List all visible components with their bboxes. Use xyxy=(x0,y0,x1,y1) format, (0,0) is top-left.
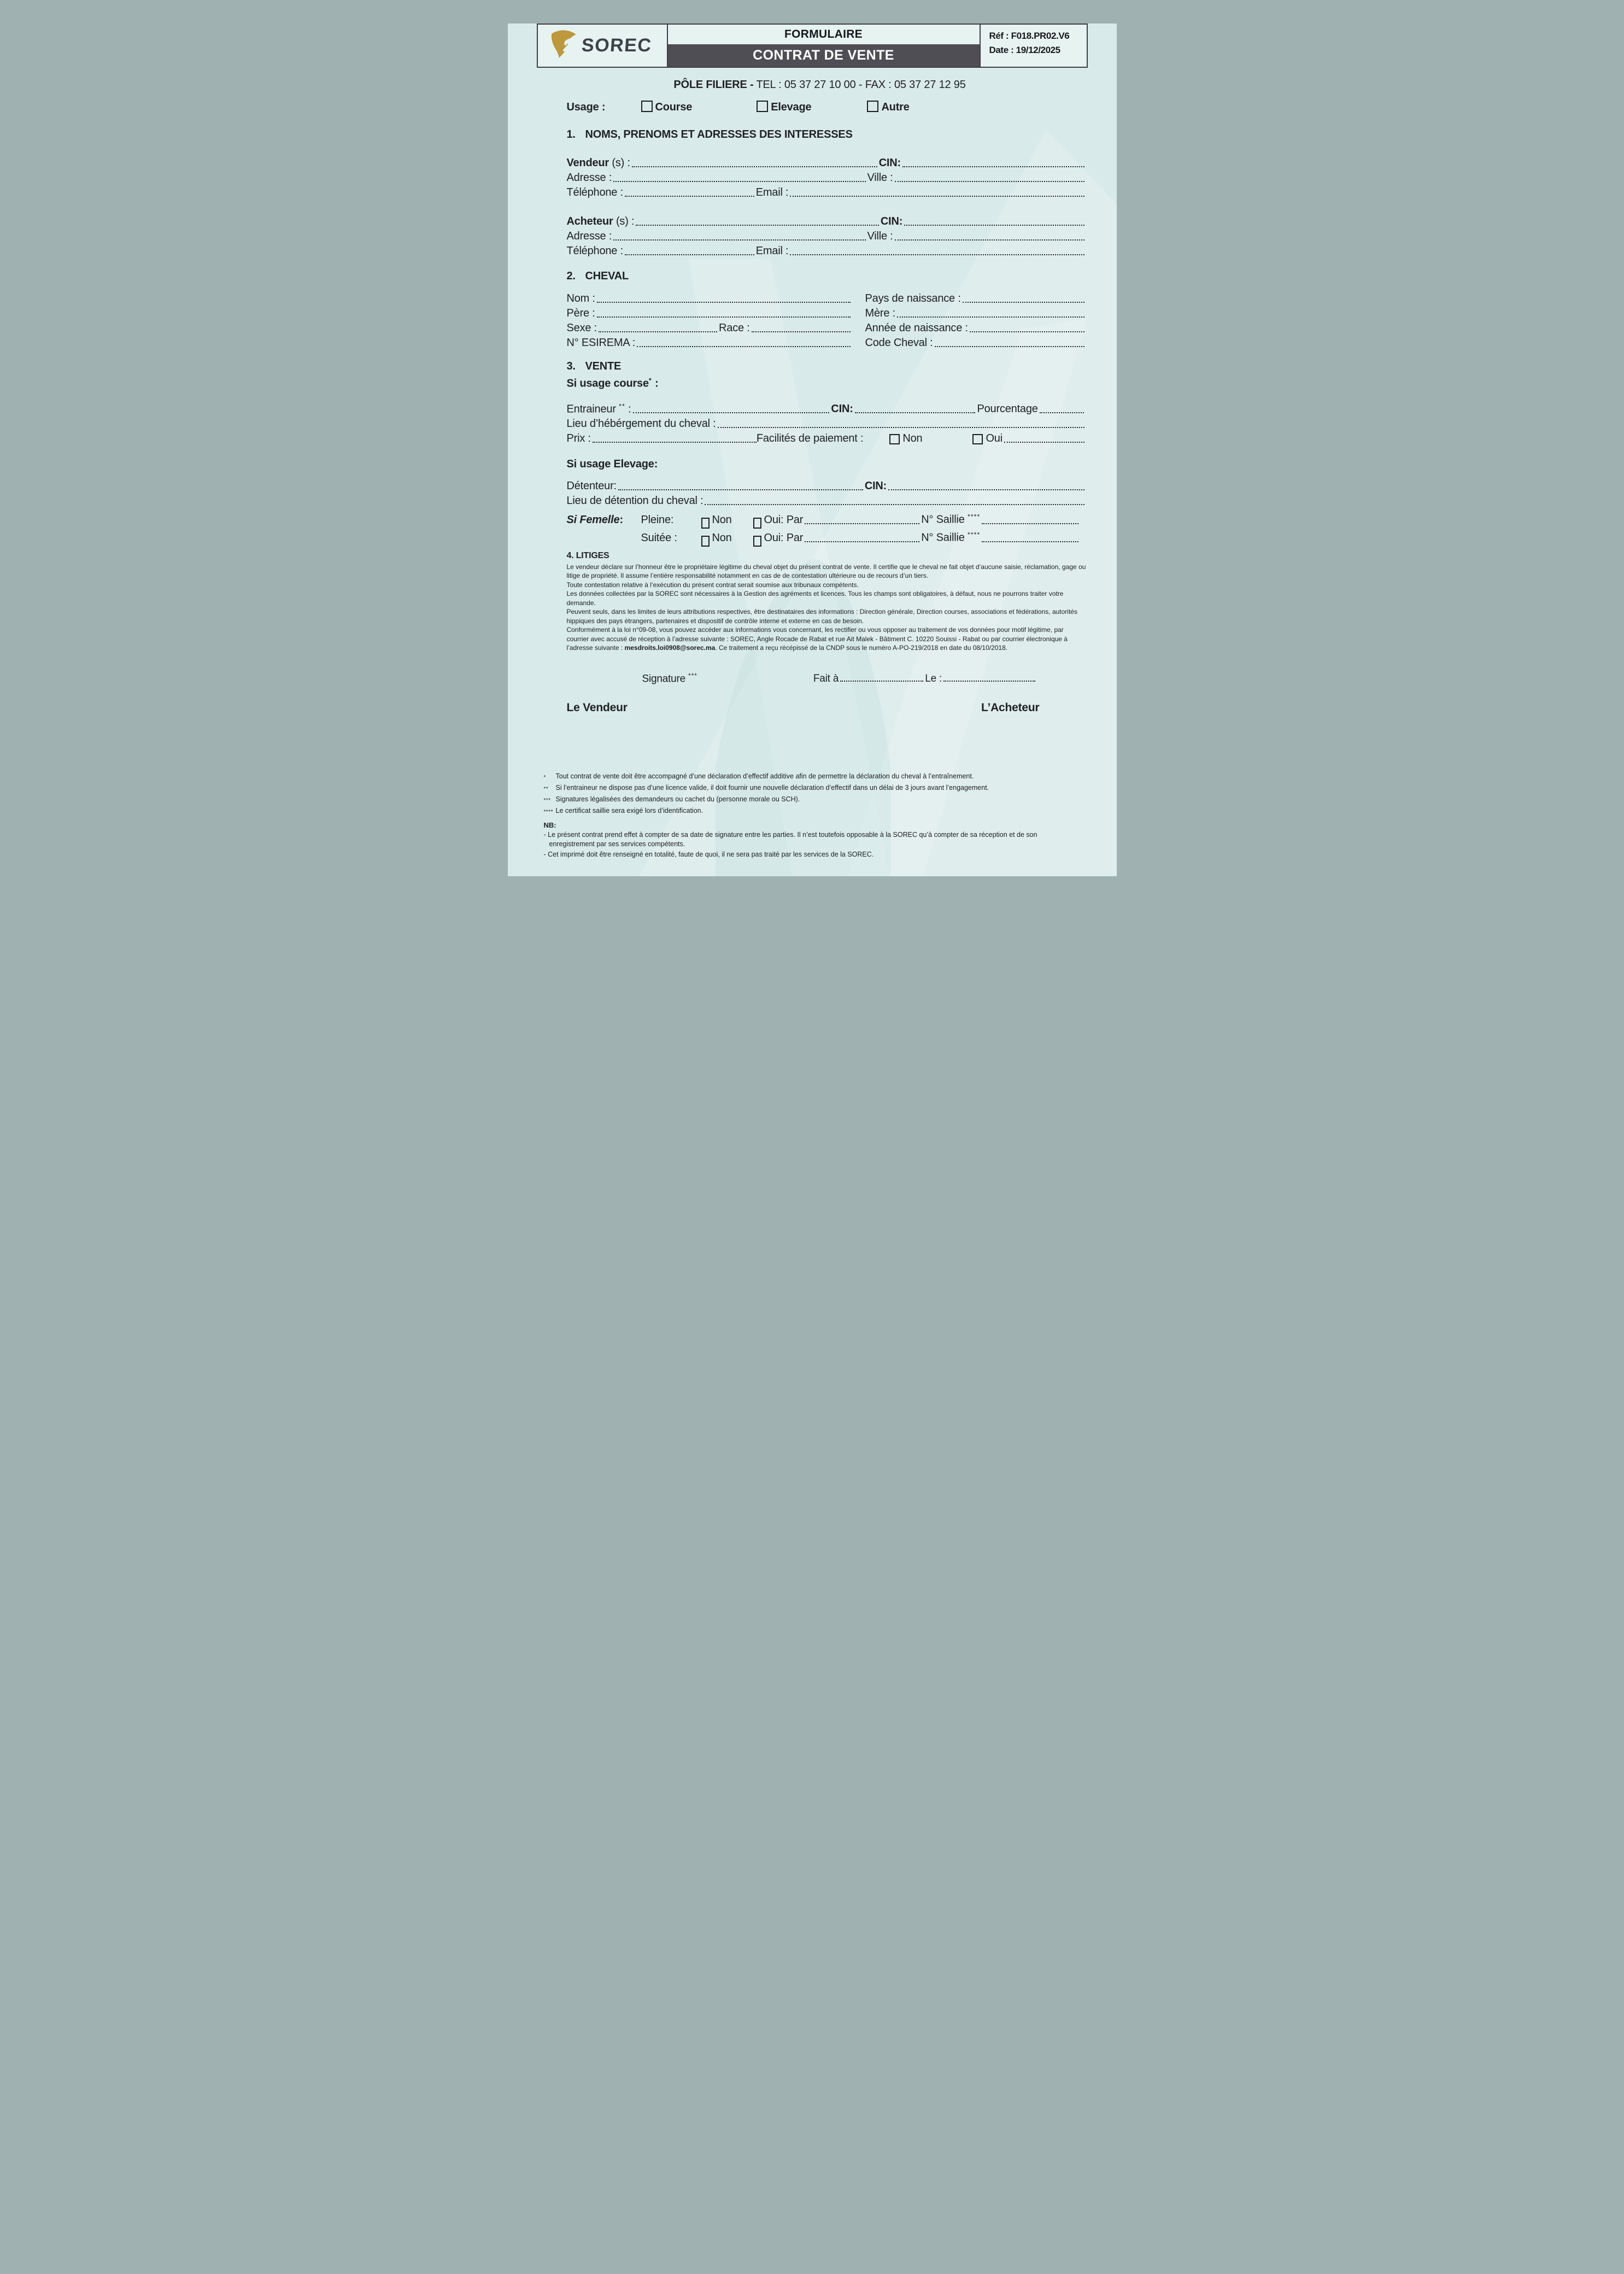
si-usage-elevage-heading xyxy=(567,458,1086,471)
si-usage-course-heading xyxy=(567,377,1086,390)
sorec-horse-icon xyxy=(549,28,581,58)
footnote-1 xyxy=(544,771,1086,783)
pere-row xyxy=(567,306,852,321)
footnote-2-marker: ** xyxy=(543,786,549,792)
suitee-oui-checkbox[interactable] xyxy=(753,536,761,547)
acheteur-adresse-row xyxy=(567,229,1086,244)
footnote-2-text: Si l’entraineur ne dispose pas d’une licence valide, il doit fournir une nouvelle déclaration d’effectif dans un délai de 3 jours avant l’engagement. xyxy=(555,783,989,792)
sorec-logo xyxy=(538,25,668,67)
elevage-label: Elevage xyxy=(771,101,812,113)
sexe-race-row xyxy=(567,321,852,336)
pourcentage-label: Pourcentage xyxy=(977,403,1038,415)
vendeur-tel-field[interactable] xyxy=(625,196,754,197)
detention-row xyxy=(567,494,1086,508)
vendeur-cin-label: CIN: xyxy=(878,157,901,169)
pleine-non-checkbox[interactable] xyxy=(701,518,710,529)
vendeur-label: Vendeur xyxy=(566,157,609,169)
si-usage-elevage-label: Si usage Elevage: xyxy=(566,458,658,471)
suitee-saillie-field[interactable] xyxy=(982,541,1078,542)
hebergement-field[interactable] xyxy=(718,427,1084,428)
vendeur-ville-field[interactable] xyxy=(895,181,1084,182)
facilites-oui-field[interactable] xyxy=(1004,442,1084,443)
acheteur-telephone-row xyxy=(567,244,1086,259)
section3-heading xyxy=(567,360,1086,373)
pere-field[interactable] xyxy=(597,317,851,318)
mere-label: Mère : xyxy=(865,307,895,319)
fait-a-field[interactable] xyxy=(840,681,923,682)
entraineur-cin-field[interactable] xyxy=(855,412,976,413)
suitee-par-field[interactable] xyxy=(805,541,919,542)
entraineur-field[interactable] xyxy=(633,412,830,413)
autre-checkbox[interactable] xyxy=(867,101,878,112)
section2-number: 2. xyxy=(566,270,576,282)
footnote-3-text: Signatures légalisées des demandeurs ou cachet du (personne morale ou SCH). xyxy=(555,795,800,803)
footnote-1-marker: * xyxy=(543,774,546,781)
vendeur-name-row xyxy=(567,156,1086,171)
acheteur-adresse-field[interactable] xyxy=(613,239,865,241)
course-label: Course xyxy=(655,101,693,113)
detention-label: Lieu de détention du cheval : xyxy=(566,495,703,507)
suitee-oui-label: Oui: Par xyxy=(764,531,804,544)
acheteur-tel-label: Téléphone : xyxy=(566,245,623,257)
pays-label: Pays de naissance : xyxy=(865,292,961,304)
nb-block xyxy=(544,820,1086,860)
acheteur-email-label: Email : xyxy=(755,245,789,257)
header-title-block xyxy=(668,25,980,67)
elevage-checkbox[interactable] xyxy=(757,101,768,112)
acheteur-email-field[interactable] xyxy=(790,254,1084,255)
vendeur-name-field[interactable] xyxy=(632,166,877,167)
annee-label: Année de naissance : xyxy=(865,322,968,334)
facilites-oui-label: Oui xyxy=(986,432,1002,445)
section3-title: VENTE xyxy=(585,360,622,372)
signature-label: Signature *** xyxy=(642,672,697,684)
mere-row xyxy=(865,306,1086,321)
acheteur-name-field[interactable] xyxy=(636,225,879,226)
code-cheval-label: Code Cheval : xyxy=(865,337,933,349)
race-field[interactable] xyxy=(752,331,851,332)
litiges-paragraph-5: Conformément à la loi n°09-08, vous pouvez accéder aux informations vous concernant, les rectifier ou vous opposer au traitement de vos données pour motif légitime, par courrier avec accusé de réception à l’adresse suivante : SOREC, Angle Rocade de Rabat et rue Ait Malek - Bâtiment C. 10220 Souissi - Rabat ou par courrier électronique à l’adresse suivante : mesdroits.loi0908@sorec.ma. Ce traitement a reçu récépissé de la CNDP sous le numéro A-PO-219/2018 en date du 08/10/2018. xyxy=(566,626,1068,652)
nom-field[interactable] xyxy=(597,302,851,303)
usage-option-elevage xyxy=(757,101,811,114)
facilites-oui-checkbox[interactable] xyxy=(972,434,983,444)
vendeur-cin-field[interactable] xyxy=(902,166,1084,167)
hebergement-label: Lieu d’hébérgement du cheval : xyxy=(566,418,716,430)
section2-heading xyxy=(567,270,1086,283)
title-bar xyxy=(668,44,980,67)
form-header xyxy=(537,24,1088,68)
facilites-non-label: Non xyxy=(902,432,923,445)
privacy-email: mesdroits.loi0908@sorec.ma xyxy=(624,644,716,652)
si-usage-course-label: Si usage course* : xyxy=(566,377,659,390)
pleine-oui-label: Oui: Par xyxy=(764,513,804,526)
autre-label: Autre xyxy=(881,101,910,113)
detention-field[interactable] xyxy=(705,504,1084,505)
annee-row xyxy=(865,321,1086,336)
course-checkbox[interactable] xyxy=(641,101,653,112)
prix-label: Prix : xyxy=(566,432,591,445)
suitee-saillie-label: N° Saillie **** xyxy=(921,530,981,544)
pleine-oui-checkbox[interactable] xyxy=(753,518,761,529)
l-acheteur-label: L’Acheteur xyxy=(981,701,1040,714)
nom-label: Nom : xyxy=(566,292,595,304)
entraineur-cin-label: CIN: xyxy=(831,403,853,415)
detenteur-field[interactable] xyxy=(618,489,863,490)
entraineur-label: Entraineur ** : xyxy=(566,402,631,415)
facilites-label: Facilités de paiement : xyxy=(756,432,864,445)
prix-row xyxy=(567,431,1086,446)
section1-heading xyxy=(567,128,1086,141)
detenteur-row xyxy=(567,479,1086,494)
detenteur-label: Détenteur: xyxy=(566,480,617,493)
pleine-saillie-label: N° Saillie **** xyxy=(921,513,981,526)
entraineur-row xyxy=(567,399,1086,417)
nom-row xyxy=(567,291,852,306)
vendeur-adresse-row xyxy=(567,171,1086,185)
vendeur-tel-label: Téléphone : xyxy=(566,186,623,198)
footnote-3-marker: *** xyxy=(543,797,551,804)
acheteur-label: Acheteur xyxy=(566,215,613,227)
acheteur-adresse-label: Adresse : xyxy=(566,230,612,242)
footnote-1-text: Tout contrat de vente doit être accompagné d’une déclaration d’effectif additive afin de permettre la déclaration du cheval à l’entraînement. xyxy=(555,772,974,780)
vendeur-ville-label: Ville : xyxy=(867,172,893,184)
ref-date-box xyxy=(980,25,1087,67)
section2-title: CHEVAL xyxy=(585,270,629,282)
si-femelle-label: Si Femelle: xyxy=(566,513,623,526)
vendeur-email-label: Email : xyxy=(755,186,789,198)
code-cheval-row xyxy=(865,336,1086,350)
pleine-label: Pleine: xyxy=(641,513,674,526)
footnote-4 xyxy=(544,806,1086,817)
acheteur-plural: (s) : xyxy=(615,215,635,227)
sorec-wordmark: SOREC xyxy=(581,35,653,56)
form-type-label: FORMULAIRE xyxy=(784,28,863,40)
litiges-paragraph-2: Toute contestation relative à l’exécution du présent contrat serait soumise aux tribunaux compétents. xyxy=(566,581,859,589)
usage-option-course xyxy=(641,101,693,114)
section3-number: 3. xyxy=(566,360,576,372)
suitee-label: Suitée : xyxy=(641,531,677,544)
footnote-4-marker: **** xyxy=(543,808,554,815)
detenteur-cin-field[interactable] xyxy=(888,489,1084,490)
pays-field[interactable] xyxy=(963,302,1084,303)
acheteur-name-row xyxy=(567,214,1086,229)
pleine-saillie-field[interactable] xyxy=(982,523,1078,524)
acheteur-ville-field[interactable] xyxy=(895,239,1084,241)
section1-title: NOMS, PRENOMS ET ADRESSES DES INTERESSES xyxy=(585,128,853,140)
acheteur-ville-label: Ville : xyxy=(867,230,893,242)
suitee-non-checkbox[interactable] xyxy=(701,536,710,547)
section1-number: 1. xyxy=(566,128,576,140)
esirema-label: N° ESIREMA : xyxy=(566,337,636,349)
contract-form-page xyxy=(508,24,1117,876)
suitee-non-label: Non xyxy=(712,531,732,544)
usage-label: Usage : xyxy=(566,101,606,113)
signature-row xyxy=(508,672,1117,685)
sexe-label: Sexe : xyxy=(566,322,597,334)
form-date: Date : 19/12/2025 xyxy=(989,45,1060,55)
footnotes xyxy=(508,771,1117,860)
litiges-paragraph-1: Le vendeur déclare sur l’honneur être le propriétaire légitime du cheval objet du présent contrat de vente. Il certifie que le cheval ne fait objet d’aucune saisie, réclamation, gage ou litige de propriété. Il assume l’entière responsabilité notamment en cas de de contestation ultérieure ou de recours d’un tiers. xyxy=(566,562,1086,580)
le-vendeur-label: Le Vendeur xyxy=(566,701,628,714)
pere-label: Père : xyxy=(566,307,595,319)
sexe-field[interactable] xyxy=(599,331,717,332)
vendeur-email-field[interactable] xyxy=(790,196,1084,197)
footnote-4-text: Le certificat saillie sera exigé lors d’identification. xyxy=(555,806,703,814)
le-label: Le : xyxy=(925,672,942,684)
ref-number: Réf : F018.PR02.V6 xyxy=(989,31,1070,41)
form-title: CONTRAT DE VENTE xyxy=(753,48,894,63)
facilites-non-checkbox[interactable] xyxy=(889,434,900,444)
le-date-field[interactable] xyxy=(943,681,1035,682)
section4-heading: 4. LITIGES xyxy=(566,550,609,560)
litiges-paragraph-4: Peuvent seuls, dans les limites de leurs attributions respectives, être destinataires des informations : Direction générale, Direction courses, associations et fédérations, autorités hippiques des pays étrangers, partenaires et dispositif de contrôle interne et externe en cas de besoin. xyxy=(566,608,1077,625)
detenteur-cin-label: CIN: xyxy=(864,480,887,493)
acheteur-tel-field[interactable] xyxy=(625,254,754,255)
nb-label: NB: xyxy=(543,820,556,829)
usage-option-autre xyxy=(867,101,909,114)
acheteur-cin-field[interactable] xyxy=(904,225,1084,226)
code-cheval-field[interactable] xyxy=(935,346,1084,347)
pole-filiere-label: PÔLE FILIERE - xyxy=(673,79,754,91)
litiges-paragraph-3: Les données collectées par la SOREC sont nécessaires à la Gestion des agréments et licences. Tous les champs sont obligatoires, à défaut, nous ne pourrons traiter votre demande. xyxy=(566,590,1064,607)
esirema-field[interactable] xyxy=(637,346,850,347)
vendeur-plural: (s) : xyxy=(612,157,630,169)
footnote-3 xyxy=(544,794,1086,806)
pourcentage-field[interactable] xyxy=(1040,412,1084,413)
pole-filiere-contact: TEL : 05 37 27 10 00 - FAX : 05 37 27 12 95 xyxy=(753,79,966,91)
usage-row xyxy=(567,101,1086,114)
esirema-row xyxy=(567,336,852,350)
acheteur-cin-label: CIN: xyxy=(880,215,903,227)
pleine-non-label: Non xyxy=(712,513,732,526)
nb-item-1: - Le présent contrat prend effet à compter de sa date de signature entre les parties. Il n’est toutefois opposable à la SOREC qu’à compter de sa réception et de son enregistrement par ses services compétents. xyxy=(543,830,1037,848)
fait-a-label: Fait à xyxy=(813,672,839,684)
mere-field[interactable] xyxy=(897,317,1084,318)
prix-field[interactable] xyxy=(593,442,757,443)
race-label: Race : xyxy=(719,322,750,334)
pole-filiere-line xyxy=(515,79,1124,91)
vendeur-adresse-label: Adresse : xyxy=(566,172,612,184)
vendeur-adresse-field[interactable] xyxy=(613,181,865,182)
hebergement-row xyxy=(567,417,1086,431)
parties-row xyxy=(508,701,1117,714)
nb-item-2: - Cet imprimé doit être renseigné en totalité, faute de quoi, il ne sera pas traité par les services de la SOREC. xyxy=(543,850,874,858)
cheval-fields xyxy=(567,291,1086,350)
footnote-2 xyxy=(544,783,1086,794)
vendeur-telephone-row xyxy=(567,185,1086,200)
pays-row xyxy=(865,291,1086,306)
annee-field[interactable] xyxy=(970,331,1084,332)
pleine-par-field[interactable] xyxy=(805,523,919,524)
pleine-row xyxy=(567,509,1086,528)
suitee-row xyxy=(567,528,1086,546)
